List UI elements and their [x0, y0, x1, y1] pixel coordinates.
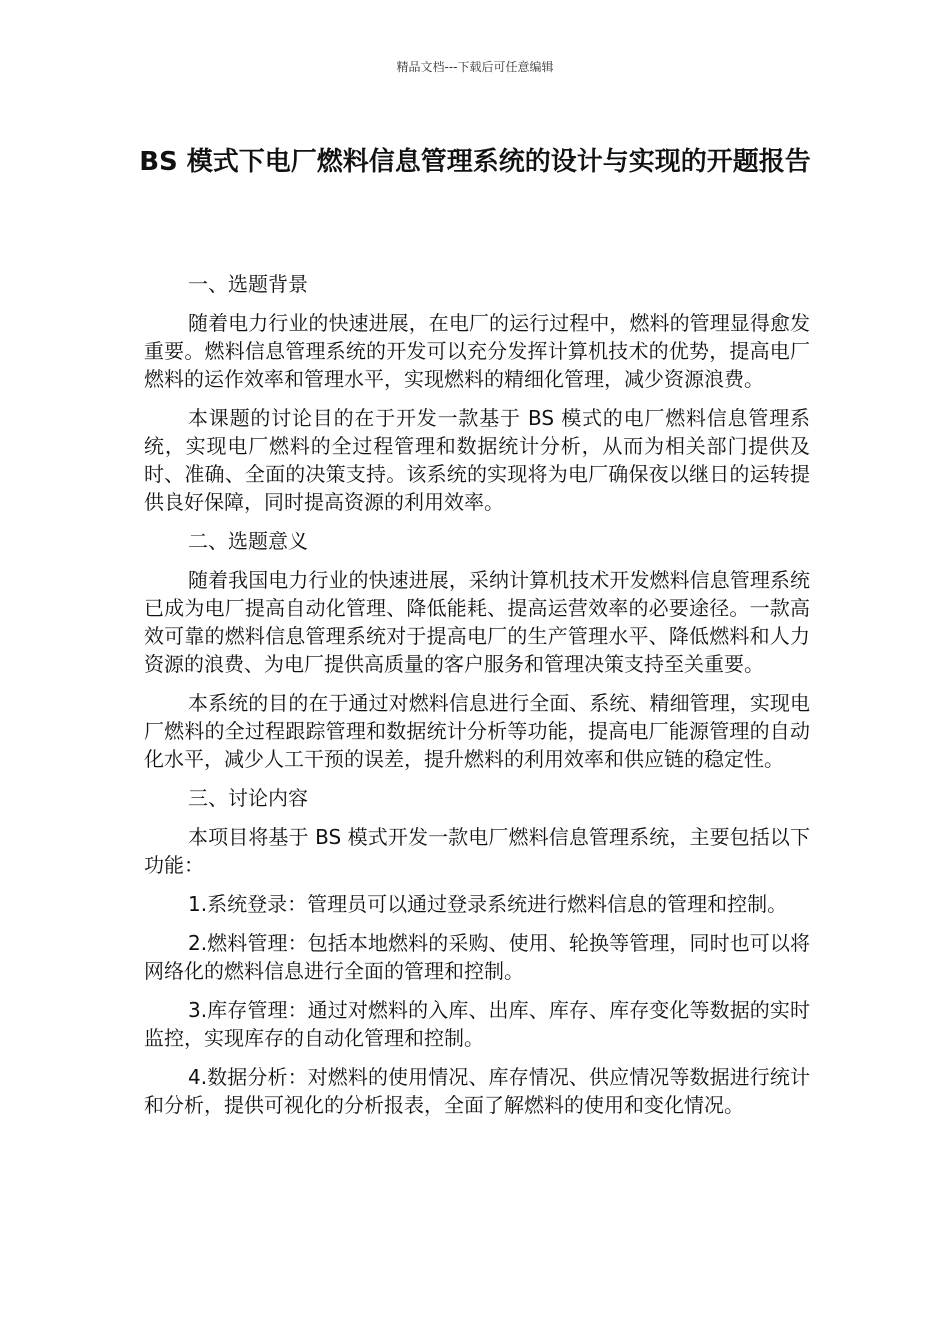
section-heading-background: 一、选题背景	[188, 272, 308, 296]
section-heading-content: 三、讨论内容	[188, 786, 308, 810]
paragraph: 随着我国电力行业的快速进展，采纳计算机技术开发燃料信息管理系统已成为电厂提高自动化管理、降低能耗、提高运营效率的必要途径。一款高效可靠的燃料信息管理系统对于提高电厂的生产管理水平、降低燃料和人力资源的浪费、为电厂提供高质量的客户服务和管理决策支持至关重要。	[144, 568, 810, 676]
paragraph: 随着电力行业的快速进展，在电厂的运行过程中，燃料的管理显得愈发重要。燃料信息管理系统的开发可以充分发挥计算机技术的优势，提高电厂燃料的运作效率和管理水平，实现燃料的精细化管理，减少资源浪费。	[144, 311, 810, 391]
list-item-fuel-management: 2.燃料管理：包括本地燃料的采购、使用、轮换等管理，同时也可以将网络化的燃料信息进行全面的管理和控制。	[144, 931, 810, 983]
paragraph: 本课题的讨论目的在于开发一款基于 BS 模式的电厂燃料信息管理系统，实现电厂燃料的全过程管理和数据统计分析，从而为相关部门提供及时、准确、全面的决策支持。该系统的实现将为电厂确保夜以继日的运转提供良好保障，同时提高资源的利用效率。	[144, 406, 810, 514]
document-body	[144, 270, 810, 1130]
document-title: BS 模式下电厂燃料信息管理系统的设计与实现的开题报告	[139, 147, 811, 177]
paragraph: 本项目将基于 BS 模式开发一款电厂燃料信息管理系统，主要包括以下功能：	[144, 825, 810, 877]
paragraph: 本系统的目的在于通过对燃料信息进行全面、系统、精细管理，实现电厂燃料的全过程跟踪管理和数据统计分析等功能，提高电厂能源管理的自动化水平，减少人工干预的误差，提升燃料的利用效率和供应链的稳定性。	[144, 691, 810, 771]
list-item-data-analysis: 4.数据分析：对燃料的使用情况、库存情况、供应情况等数据进行统计和分析，提供可视化的分析报表，全面了解燃料的使用和变化情况。	[144, 1065, 810, 1117]
list-item-inventory: 3.库存管理：通过对燃料的入库、出库、库存、库存变化等数据的实时监控，实现库存的自动化管理和控制。	[144, 998, 810, 1050]
list-item-login: 1.系统登录：管理员可以通过登录系统进行燃料信息的管理和控制。	[188, 892, 788, 916]
header-note: 精品文档---下载后可任意编辑	[396, 60, 554, 74]
section-heading-significance: 二、选题意义	[188, 529, 308, 553]
